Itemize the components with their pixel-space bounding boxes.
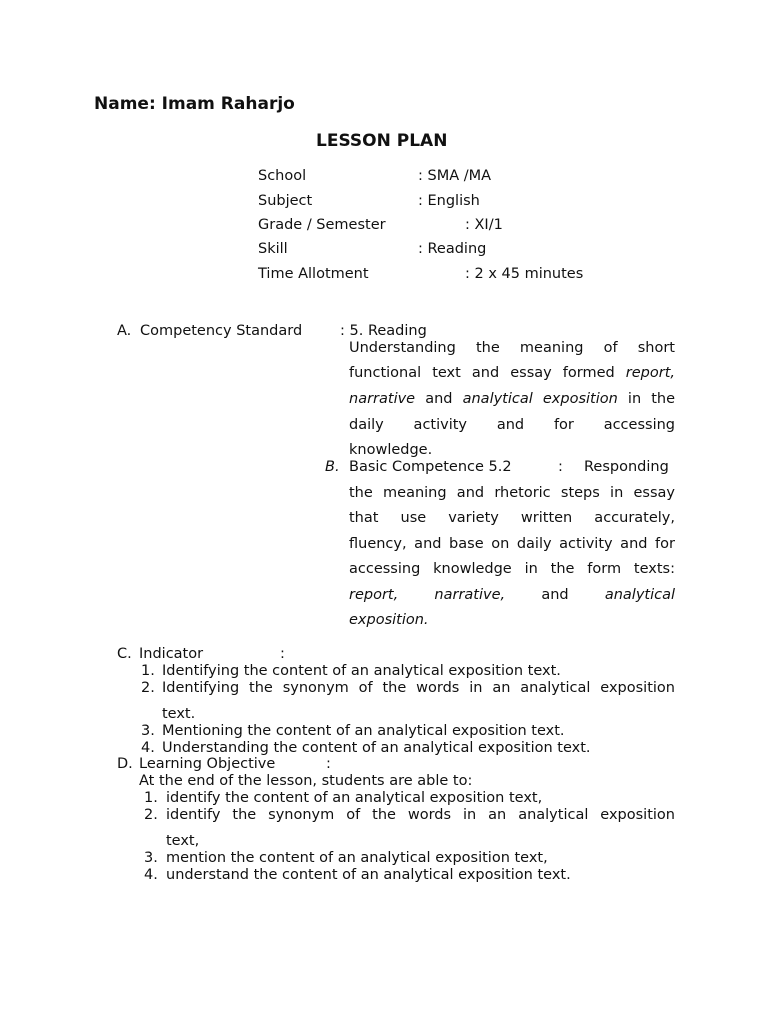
section-c-marker: C. — [117, 646, 132, 662]
skill-label: Skill — [258, 241, 288, 257]
list-item: Understanding the content of an analytical exposition text. — [162, 740, 591, 756]
section-a-line: daily activity and for accessing — [349, 417, 675, 433]
section-d-label: Learning Objective — [139, 756, 276, 772]
list-item: Mentioning the content of an analytical exposition text. — [162, 723, 565, 739]
section-b-line: the meaning and rhetoric steps in essay — [349, 485, 675, 501]
list-item-number: 3. — [144, 850, 158, 866]
section-b-label: Basic Competence 5.2 — [349, 459, 512, 475]
list-item: mention the content of an analytical exposition text, — [166, 850, 548, 866]
subject-label: Subject — [258, 193, 313, 209]
section-d-colon: : — [326, 756, 331, 772]
section-a-line: functional text and essay formed report, — [349, 365, 675, 381]
grade-value: : XI/1 — [465, 217, 503, 233]
list-item-number: 2. — [141, 680, 155, 696]
list-item: understand the content of an analytical exposition text. — [166, 867, 571, 883]
list-item-number: 4. — [144, 867, 158, 883]
section-c-colon: : — [280, 646, 285, 662]
list-item-number: 4. — [141, 740, 155, 756]
document-title: LESSON PLAN — [316, 131, 448, 151]
list-item: identify the synonym of the words in an analytical exposition — [166, 807, 675, 823]
list-item-number: 1. — [141, 663, 155, 679]
time-value: : 2 x 45 minutes — [465, 266, 584, 282]
list-item-number: 1. — [144, 790, 158, 806]
section-d-intro: At the end of the lesson, students are able to: — [139, 773, 473, 789]
author-name: Name: Imam Raharjo — [94, 94, 295, 114]
section-b-value: Responding — [584, 459, 669, 475]
section-a-label: Competency Standard — [140, 323, 303, 339]
section-b-line: fluency, and base on daily activity and for — [349, 536, 675, 552]
grade-label: Grade / Semester — [258, 217, 386, 233]
list-item: Identifying the content of an analytical exposition text. — [162, 663, 561, 679]
section-b-line: accessing knowledge in the form texts: — [349, 561, 675, 577]
time-label: Time Allotment — [258, 266, 369, 282]
skill-value: : Reading — [418, 241, 487, 257]
section-a-marker: A. — [117, 323, 132, 339]
school-label: School — [258, 168, 307, 184]
section-a-line: knowledge. — [349, 442, 433, 458]
subject-value: : English — [418, 193, 480, 209]
list-item: Identifying the synonym of the words in an analytical exposition — [162, 680, 675, 696]
section-b-line: exposition. — [349, 612, 429, 628]
list-item: identify the content of an analytical exposition text, — [166, 790, 543, 806]
list-item-number: 3. — [141, 723, 155, 739]
section-a-line: narrative and analytical exposition in the — [349, 391, 676, 407]
list-item-continuation: text, — [166, 833, 200, 849]
school-value: : SMA /MA — [418, 168, 492, 184]
list-item-number: 2. — [144, 807, 158, 823]
section-b-marker: B. — [325, 459, 340, 475]
section-b-colon: : — [558, 459, 563, 475]
section-b-line: that use variety written accurately, — [349, 510, 675, 526]
section-c-label: Indicator — [139, 646, 204, 662]
section-b-line: report, narrative, and analytical — [349, 587, 675, 603]
section-d-marker: D. — [117, 756, 133, 772]
section-a-line: Understanding the meaning of short — [349, 340, 675, 356]
list-item-continuation: text. — [162, 706, 196, 722]
section-a-value: : 5. Reading — [340, 323, 427, 339]
